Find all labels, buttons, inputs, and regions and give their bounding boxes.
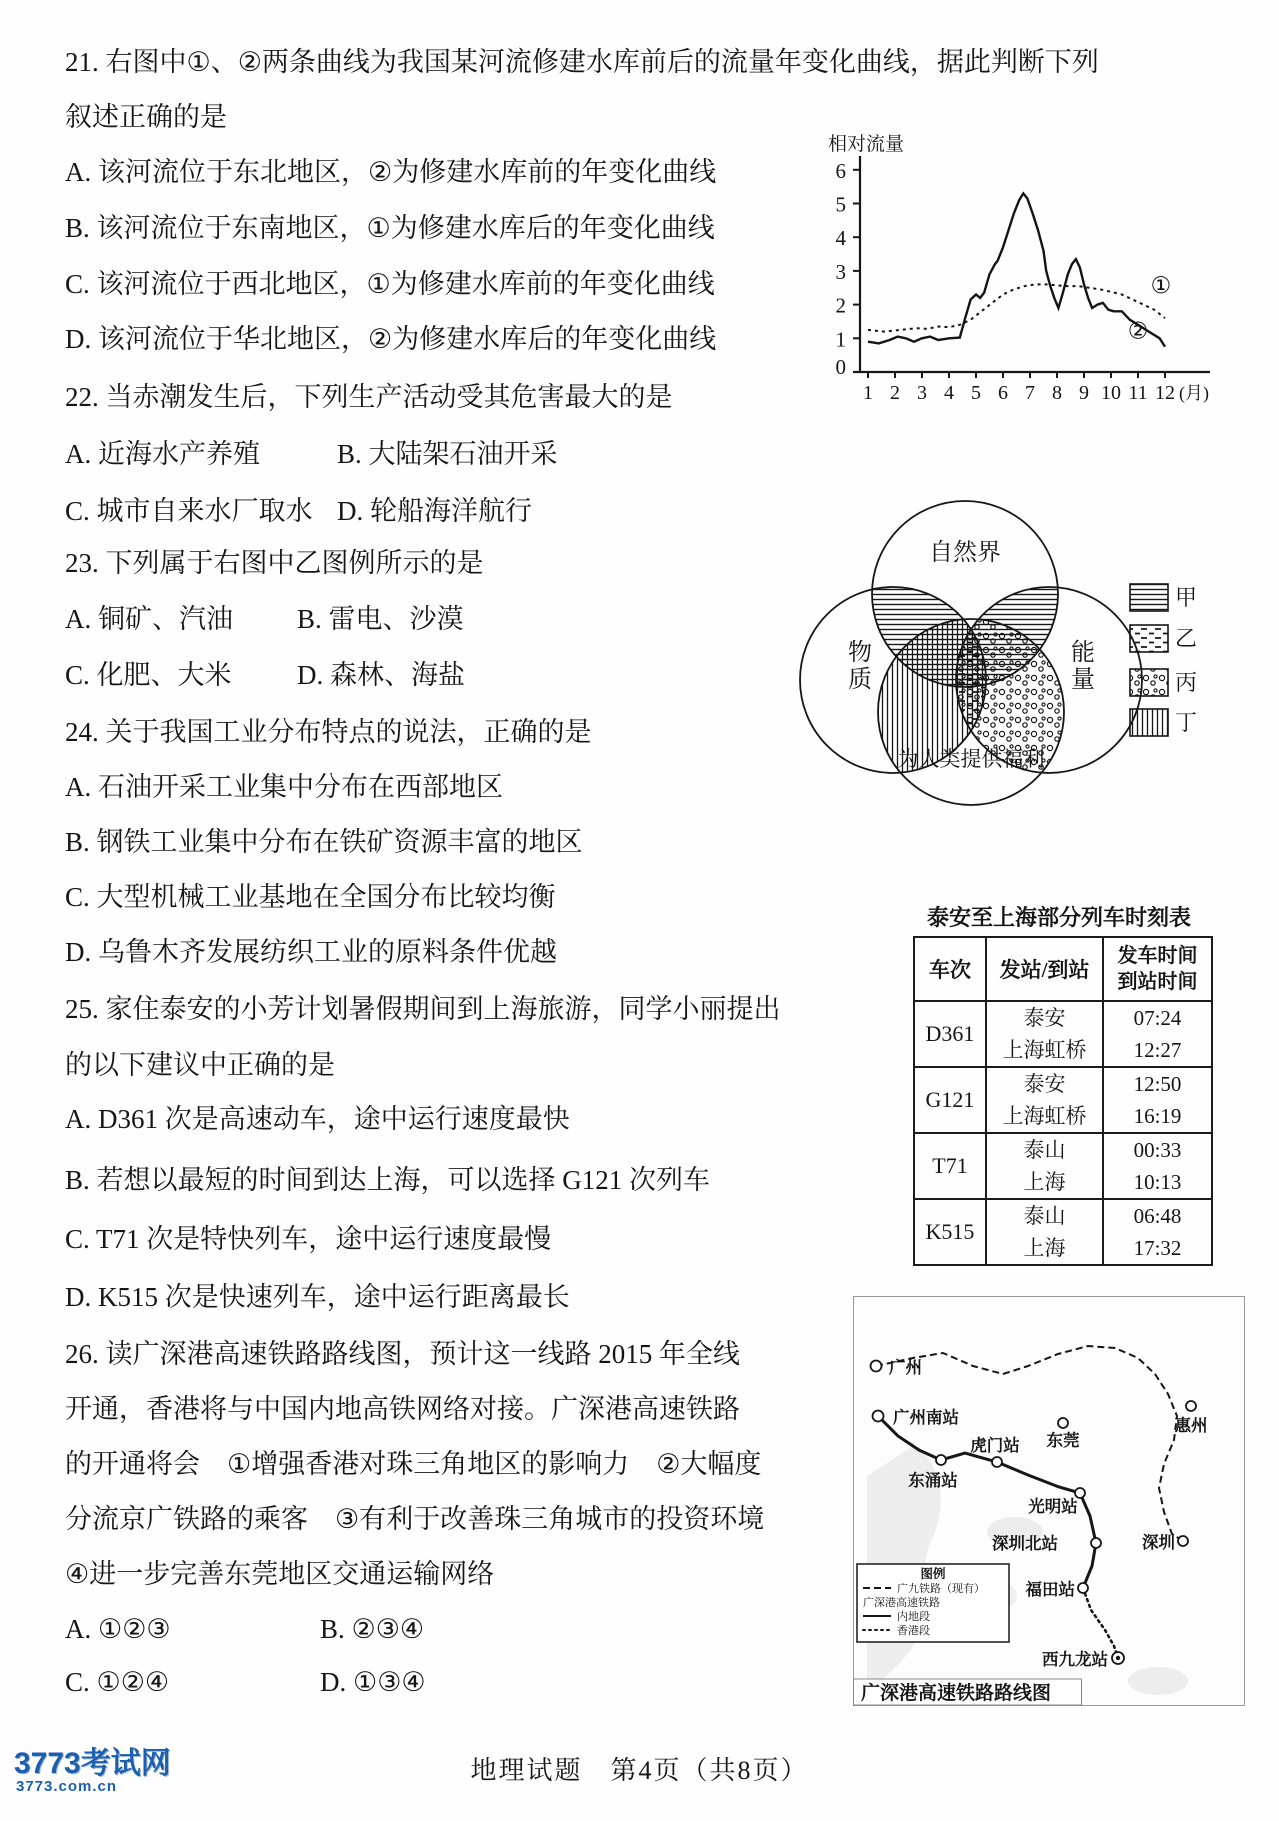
timetable-row: K515 泰山 上海 06:48 17:32 xyxy=(914,1199,1212,1265)
svg-text:西九龙站: 西九龙站 xyxy=(1042,1650,1108,1669)
svg-text:4: 4 xyxy=(835,226,846,251)
q23-option-d: D. 森林、海盐 xyxy=(297,660,465,690)
chart-y-label: 相对流量 xyxy=(828,134,905,155)
map-legend xyxy=(857,1564,1009,1642)
venn-label-benefit: 为人类提供福利 xyxy=(897,747,1045,771)
svg-text:东涌站: 东涌站 xyxy=(908,1471,958,1490)
venn-legend-ding: 丁 xyxy=(1175,710,1198,735)
q21-option-d: D. 该河流位于华北地区，②为修建水库后的年变化曲线 xyxy=(65,324,717,354)
svg-text:1: 1 xyxy=(863,382,873,404)
timetable-row: G121 泰安 上海虹桥 12:50 16:19 xyxy=(914,1067,1212,1133)
q22-option-c: C. 城市自来水厂取水 xyxy=(65,496,313,526)
svg-text:3: 3 xyxy=(917,382,927,404)
svg-text:广州南站: 广州南站 xyxy=(893,1408,959,1427)
q21-option-b: B. 该河流位于东南地区，①为修建水库后的年变化曲线 xyxy=(65,213,715,243)
svg-text:内地段: 内地段 xyxy=(897,1611,930,1623)
svg-text:光明站: 光明站 xyxy=(1028,1497,1078,1516)
svg-text:6: 6 xyxy=(835,158,846,183)
svg-text:3: 3 xyxy=(835,259,846,284)
q26-option-b: B. ②③④ xyxy=(320,1614,425,1644)
curve-solid xyxy=(868,193,1165,346)
svg-text:东莞: 东莞 xyxy=(1046,1431,1080,1450)
svg-text:5: 5 xyxy=(971,382,981,404)
timetable-header-train: 车次 xyxy=(914,937,986,1001)
timetable-header-depart: 发车时间 xyxy=(1117,945,1198,967)
svg-text:1: 1 xyxy=(835,327,846,352)
timetable-header-times xyxy=(1103,937,1212,1001)
curve-label: ② xyxy=(1127,318,1149,344)
svg-text:11: 11 xyxy=(1128,382,1148,404)
svg-text:4: 4 xyxy=(944,382,954,404)
q24-stem: 24. 关于我国工业分布特点的说法，正确的是 xyxy=(65,717,592,747)
railway-route-map xyxy=(853,1296,1245,1706)
q23-option-a: A. 铜矿、汽油 xyxy=(65,604,233,634)
svg-text:8: 8 xyxy=(1052,382,1062,404)
venn-label-energy: 能量 xyxy=(1071,640,1095,693)
watermark-site-name: 3773考试网 xyxy=(14,1747,171,1780)
q21-option-c: C. 该河流位于西北地区，①为修建水库前的年变化曲线 xyxy=(65,269,715,299)
svg-text:广深港高速铁路: 广深港高速铁路 xyxy=(863,1597,940,1609)
svg-text:10: 10 xyxy=(1101,382,1121,404)
svg-text:(月): (月) xyxy=(1179,383,1209,403)
map-caption: 广深港高速铁路路线图 xyxy=(861,1683,1052,1704)
q25-stem-line2: 的以下建议中正确的是 xyxy=(65,1050,335,1080)
q21-stem-line1: 21. 右图中①、②两条曲线为我国某河流修建水库前后的流量年变化曲线，据此判断下列 xyxy=(65,47,1099,77)
train-timetable xyxy=(913,936,1213,1266)
q25-option-b: B. 若想以最短的时间到达上海，可以选择 G121 次列车 xyxy=(65,1165,711,1195)
q26-option-a: A. ①②③ xyxy=(65,1614,171,1644)
q24-option-a: A. 石油开采工业集中分布在西部地区 xyxy=(65,772,503,802)
q22-option-a: A. 近海水产养殖 xyxy=(65,439,260,469)
q24-option-d: D. 乌鲁木齐发展纺织工业的原料条件优越 xyxy=(65,937,557,967)
venn-legend-bing: 丙 xyxy=(1175,670,1198,695)
q24-option-b: B. 钢铁工业集中分布在铁矿资源丰富的地区 xyxy=(65,827,583,857)
timetable-header-row xyxy=(914,937,1212,1001)
svg-text:2: 2 xyxy=(835,293,846,318)
timetable-header-stations: 发站/到站 xyxy=(986,937,1103,1001)
svg-text:深圳北站: 深圳北站 xyxy=(992,1534,1058,1553)
q26-stem-line5: ④进一步完善东莞地区交通运输网络 xyxy=(65,1559,495,1589)
q25-stem-line1: 25. 家住泰安的小芳计划暑假期间到上海旅游，同学小丽提出 xyxy=(65,994,781,1024)
q21-option-a: A. 该河流位于东北地区，②为修建水库前的年变化曲线 xyxy=(65,157,717,187)
svg-text:广州: 广州 xyxy=(889,1358,922,1377)
q24-option-c: C. 大型机械工业基地在全国分布比较均衡 xyxy=(65,882,556,912)
q22-stem: 22. 当赤潮发生后，下列生产活动受其危害最大的是 xyxy=(65,382,673,412)
svg-text:虎门站: 虎门站 xyxy=(970,1436,1020,1455)
timetable-row: D361 泰安 上海虹桥 07:24 12:27 xyxy=(914,1001,1212,1067)
timetable-row: T71 泰山 上海 00:33 10:13 xyxy=(914,1133,1212,1199)
q25-option-a: A. D361 次是高速动车，途中运行速度最快 xyxy=(65,1104,570,1134)
svg-text:广九铁路（现有）: 广九铁路（现有） xyxy=(897,1583,985,1595)
svg-text:惠州: 惠州 xyxy=(1174,1416,1208,1435)
q23-stem: 23. 下列属于右图中乙图例所示的是 xyxy=(65,548,484,578)
venn-legend-yi: 乙 xyxy=(1175,626,1198,651)
q22-option-d: D. 轮船海洋航行 xyxy=(337,496,532,526)
q26-stem-line1: 26. 读广深港高速铁路路线图，预计这一线路 2015 年全线 xyxy=(65,1339,740,1369)
q21-stem-line2: 叙述正确的是 xyxy=(65,102,227,132)
q26-stem-line3: 的开通将会 ①增强香港对珠三角地区的影响力 ②大幅度 xyxy=(65,1449,762,1479)
chart-axes xyxy=(828,133,1210,404)
svg-text:深圳: 深圳 xyxy=(1142,1533,1175,1552)
venn-legend-jia: 甲 xyxy=(1175,585,1198,610)
svg-text:0: 0 xyxy=(835,355,846,379)
q26-option-c: C. ①②④ xyxy=(65,1667,170,1697)
timetable-title: 泰安至上海部分列车时刻表 xyxy=(926,905,1191,930)
venn-label-matter: 物质 xyxy=(848,640,872,693)
curve-dashed xyxy=(868,284,1165,331)
q26-stem-line4: 分流京广铁路的乘客 ③有利于改善珠三角城市的投资环境 xyxy=(65,1504,765,1534)
timetable-header-arrive: 到站时间 xyxy=(1117,971,1198,993)
q25-option-c: C. T71 次是特快列车，途中运行速度最慢 xyxy=(65,1224,552,1254)
q23-option-c: C. 化肥、大米 xyxy=(65,660,232,690)
svg-text:5: 5 xyxy=(835,192,846,217)
svg-text:2: 2 xyxy=(890,382,900,404)
venn-label-nature: 自然界 xyxy=(929,540,1001,566)
q22-option-b: B. 大陆架石油开采 xyxy=(337,439,558,469)
q23-option-b: B. 雷电、沙漠 xyxy=(297,604,464,634)
svg-text:7: 7 xyxy=(1025,382,1035,404)
q25-option-d: D. K515 次是快速列车，途中运行距离最长 xyxy=(65,1282,570,1312)
q26-stem-line2: 开通，香港将与中国内地高铁网络对接。广深港高速铁路 xyxy=(65,1394,740,1424)
svg-text:6: 6 xyxy=(998,382,1008,404)
page-footer: 地理试题 第4页（共8页） xyxy=(470,1756,809,1785)
svg-text:12: 12 xyxy=(1155,382,1175,404)
curve-label: ① xyxy=(1150,272,1172,298)
flow-rate-chart xyxy=(762,118,1252,408)
venn-diagram xyxy=(790,492,1260,822)
watermark-site-url: 3773.com.cn xyxy=(16,1778,118,1795)
svg-text:香港段: 香港段 xyxy=(897,1625,930,1637)
map-legend-title: 图例 xyxy=(920,1567,946,1581)
q26-option-d: D. ①③④ xyxy=(320,1667,426,1697)
svg-text:9: 9 xyxy=(1079,382,1089,404)
svg-text:福田站: 福田站 xyxy=(1025,1580,1075,1599)
